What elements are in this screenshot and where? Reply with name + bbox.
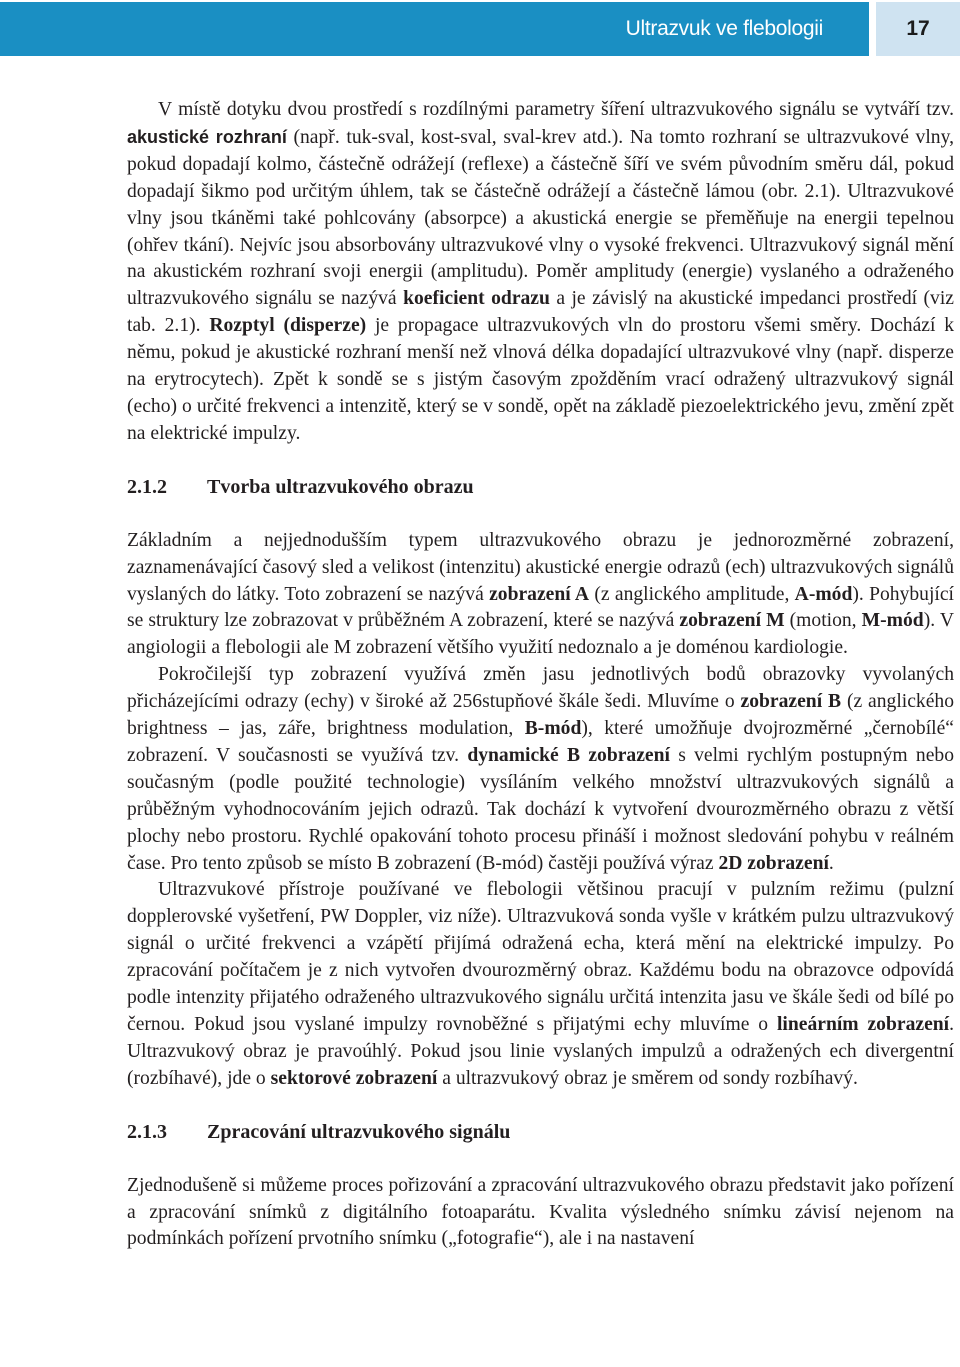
section-heading-2-1-3 [127, 1119, 954, 1146]
term-acoustic-interface: akustické rozhraní [127, 126, 287, 147]
text-run: a je závislý na akustické impedanci prostředí (viz tab. 2.1). [127, 288, 954, 337]
term-sector: sektorové zobrazení [270, 1067, 438, 1089]
section-number: 2.1.2 [127, 475, 167, 498]
term-reflection-coefficient: koeficient odrazu [403, 288, 550, 310]
page-number: 17 [876, 2, 960, 56]
section-number: 2.1.3 [127, 1120, 167, 1143]
text-run: Základním a nejjednodušším typem ultrazvukového obrazu je jednorozměrné zobrazení, zaznamenávající časový sled a velikost (intenzitu) akustické energie odrazů (ech) ultrazvukových signálů vyslaných do látky. Toto zobrazení se nazývá [127, 529, 954, 605]
term-m-mod: M-mód [861, 610, 924, 632]
text-run: Ultrazvukové přístroje používané ve flebologii většinou pracují v pulzním režimu (pulzní dopplerovské vyšetření, PW Doppler, viz níže). Ultrazvuková sonda vyšle v krátkém pulzu ultrazvukový signál o určité frekvenci a vzápětí přijímá odražená echa, která mění na elektrické impulzy. Po zpracování počítačem je z nich vytvořen dvourozměrný obraz. Každému bodu na obrazovce odpovídá podle intenzity přijatého odraženého ultrazvukového signálu určitá intenzita jasu ve škále šedi od bílé po černou. Pokud jsou vyslané impulzy rovnoběžné s přijatými echy mluvíme o [127, 879, 954, 1035]
term-dynamic-b: dynamické B zobrazení [467, 744, 670, 766]
paragraph-a-mode [127, 528, 954, 663]
header-bar [0, 2, 869, 56]
paragraph-acoustic-interface [127, 97, 954, 448]
running-title: Ultrazvuk ve flebologii [625, 17, 823, 40]
text-run: V místě dotyku dvou prostředí s rozdílnými parametry šíření ultrazvukového signálu se vytváří tzv. [158, 99, 954, 120]
page-content [127, 97, 954, 1253]
text-run: ), které umožňuje dvojrozměrné „černobílé“ zobrazení. V současnosti se využívá tzv. [127, 718, 954, 766]
text-run: ). Pohybující se struktury lze zobrazovat v průběžném A zobrazení, které se nazývá [127, 583, 954, 632]
text-run: a ultrazvukový obraz je směrem od sondy rozbíhavý. [437, 1067, 858, 1089]
text-run: (motion, [784, 610, 862, 632]
term-2d: 2D zobrazení [718, 852, 829, 874]
text-run: (např. tuk-sval, kost-sval, sval-krev atd.). Na tomto rozhraní se ultrazvukové vlny, pokud dopadají kolmo, částečně odrážejí (reflexe) a částečně šíří ve svém původním směru dál, pokud dopadají šikmo pod určitým úhlem, tak se částečně odrážejí a částečně lámou (obr. 2.1). Ultrazvukové vlny jsou tkáněmi také pohlcovány (absorpce) a akustická energie se přeměňuje na energii tepelnou (ohřev tkání). Nejvíc jsou absorbovány ultrazvukové vlny o vysoké frekvenci. Ultrazvukový signál mění na akustickém rozhraní svoji energii (amplitudu). Poměr amplitudy (energie) vyslaného a odraženého ultrazvukového signálu se nazývá [127, 126, 955, 310]
paragraph-pulse-mode [127, 877, 954, 1092]
text-run: . Ultrazvukový obraz je pravoúhlý. Pokud jsou linie vyslaných impulzů a odražených ech divergentní (rozbíhavé), jde o [127, 1014, 955, 1089]
text-run: (z anglického brightness – jas, záře, brightness modulation, [127, 691, 954, 740]
term-b-mod: B-mód [524, 718, 582, 740]
term-m-mode: zobrazení M [679, 610, 785, 632]
paragraph-signal-processing [127, 1173, 954, 1254]
section-heading-2-1-2 [127, 474, 954, 501]
text-run: (z anglického amplitude, [589, 583, 795, 605]
term-a-mod: A-mód [794, 583, 853, 605]
text-run: ). V angiologii a flebologii ale M zobrazení většího využití nedoznalo a je doménou kardiologie. [127, 610, 954, 659]
term-a-mode: zobrazení A [489, 583, 590, 605]
term-linear: lineárním zobrazení [776, 1014, 950, 1035]
text-run: je propagace ultrazvukových vln do prostoru všemi směry. Dochází k němu, pokud je akustické rozhraní menší než vlnová délka dopadající ultrazvukové vlny (např. disperze na erytrocytech). Zpět k sondě se s jistým časovým zpožděním vrací odražený ultrazvukový signál (echo) o určité frekvenci a intenzitě, který se v sondě, opět na základě piezoelektrického jevu, změní zpět na elektrické impulzy. [127, 315, 954, 444]
section-title: Zpracování ultrazvukového signálu [207, 1120, 511, 1143]
text-run: . [828, 852, 834, 874]
text-run: Zjednodušeně si můžeme proces pořizování a zpracování ultrazvukového obrazu představit jako pořízení a zpracování snímků z digitálního fotoaparátu. Kvalita výsledného snímku závisí nejenom na podmínkách pořízení prvotního snímku („fotografie“), ale i na nastavení [127, 1174, 954, 1250]
paragraph-b-mode [127, 662, 954, 877]
term-b-mode: zobrazení B [740, 691, 842, 713]
term-dispersion: Rozptyl (disperze) [209, 315, 367, 337]
text-run: s velmi rychlým postupným nebo současným (podle použité technologie) vysíláním velkého množství ultrazvukových signálů a průběžným vyhodnocováním jejich odrazů. Tak dochází k vytvoření dvourozměrného obrazu z větší plochy nebo prostoru. Rychlé opakování tohoto procesu přináší i možnost sledování pohybu v reálném čase. Pro tento způsob se místo B zobrazení (B-mód) častěji používá výraz [127, 744, 954, 874]
text-run: Pokročilejší typ zobrazení využívá změn jasu jednotlivých bodů obrazovky vyvolaných přicházejícími odrazy (echy) v široké až 256stupňové škále šedi. Mluvíme o [127, 664, 954, 713]
section-title: Tvorba ultrazvukového obrazu [207, 475, 474, 498]
